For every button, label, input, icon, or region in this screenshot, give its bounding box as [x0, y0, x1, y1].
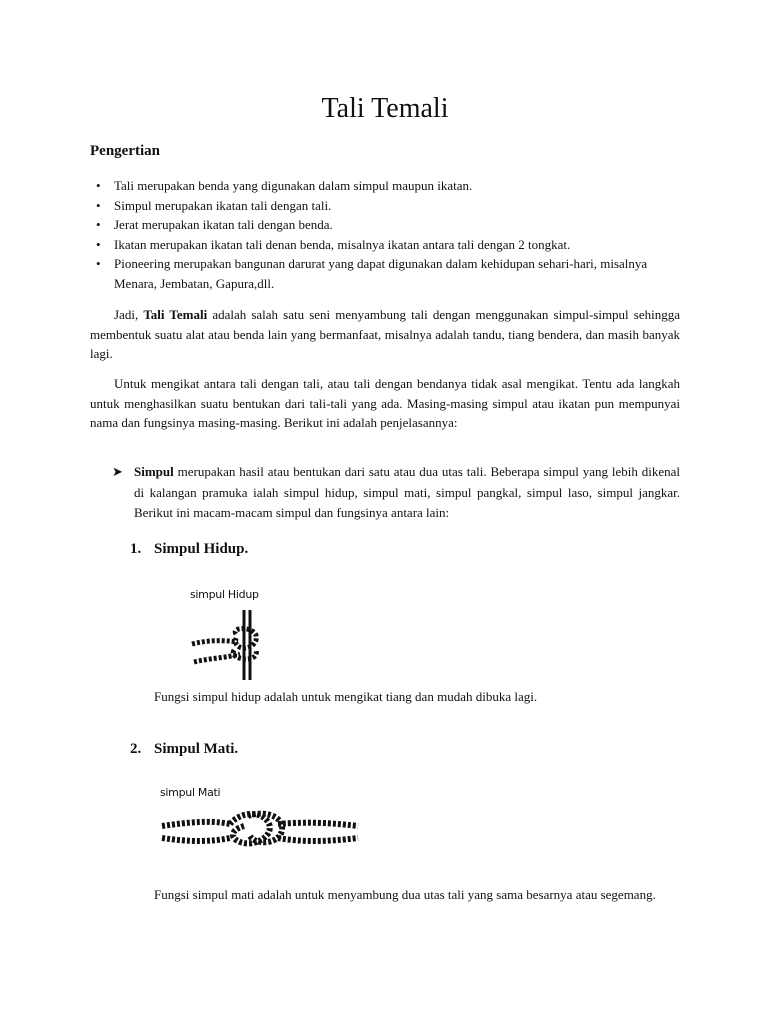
paragraph-rest: adalah salah satu seni menyambung tali dengan menggunakan simpul-simpul sehingga membentuk suatu alat atau benda lain yang bermanfaat, misalnya adalah tandu, tiang bendera, dan masih banyak lagi. [90, 307, 680, 361]
list-item: • Jerat merupakan ikatan tali dengan benda. [90, 215, 680, 235]
paragraph-summary [90, 305, 680, 364]
arrow-list-item [112, 462, 680, 524]
list-item: • Simpul merupakan ikatan tali dengan tali. [90, 196, 680, 216]
subheading-simpul-hidup [130, 541, 248, 558]
caption-simpul-mati: Fungsi simpul mati adalah untuk menyambung dua utas tali yang sama besarnya atau segemang. [154, 887, 656, 902]
figure-label: simpul Hidup [190, 588, 259, 601]
arrow-item-bold-term: Simpul [134, 464, 174, 479]
paragraph-explanation: Untuk mengikat antara tali dengan tali, atau tali dengan bendanya tidak asal mengikat. Tentu ada langkah untuk menghasilkan suatu bentukan dari tali-tali yang ada. Masing-masing simpul atau ikatan pun mempunyai nama dan fungsinya masing-masing. Berikut ini adalah penjelasannya: [90, 376, 680, 430]
figure-label: simpul Mati [160, 786, 221, 799]
knot-illustration-icon [190, 588, 270, 683]
arrow-bullet-icon: ➤ [112, 464, 123, 479]
section-heading: Pengertian [90, 143, 160, 159]
subheading-simpul-mati [130, 741, 238, 758]
paragraph-bold-term: Tali Temali [143, 307, 208, 322]
definition-list [90, 176, 680, 293]
document-title: Tali Temali [321, 93, 449, 124]
caption-simpul-hidup: Fungsi simpul hidup adalah untuk mengikat tiang dan mudah dibuka lagi. [154, 689, 538, 704]
item-heading: Simpul Hidup. [154, 541, 249, 557]
paragraph-lead: Jadi, [114, 307, 144, 322]
arrow-item-text: merupakan hasil atau bentukan dari satu atau dua utas tali. Beberapa simpul yang lebih dikenal di kalangan pramuka ialah simpul hidup, simpul mati, simpul pangkal, simpul laso, simpul jangkar. Berikut ini macam-macam simpul dan fungsinya antara lain: [134, 464, 680, 520]
list-item: • Tali merupakan benda yang digunakan dalam simpul maupun ikatan. [90, 176, 680, 196]
figure-simpul-hidup [190, 588, 270, 683]
item-number: 1. [130, 541, 142, 557]
item-number: 2. [130, 741, 142, 757]
list-item: • Pioneering merupakan bangunan darurat yang dapat digunakan dalam kehidupan sehari-hari, misalnya Menara, Jembatan, Gapura,dll. [90, 254, 680, 293]
list-item: • Ikatan merupakan ikatan tali denan benda, misalnya ikatan antara tali dengan 2 tongkat. [90, 235, 680, 255]
item-heading: Simpul Mati. [154, 741, 239, 757]
figure-simpul-mati [160, 786, 360, 858]
